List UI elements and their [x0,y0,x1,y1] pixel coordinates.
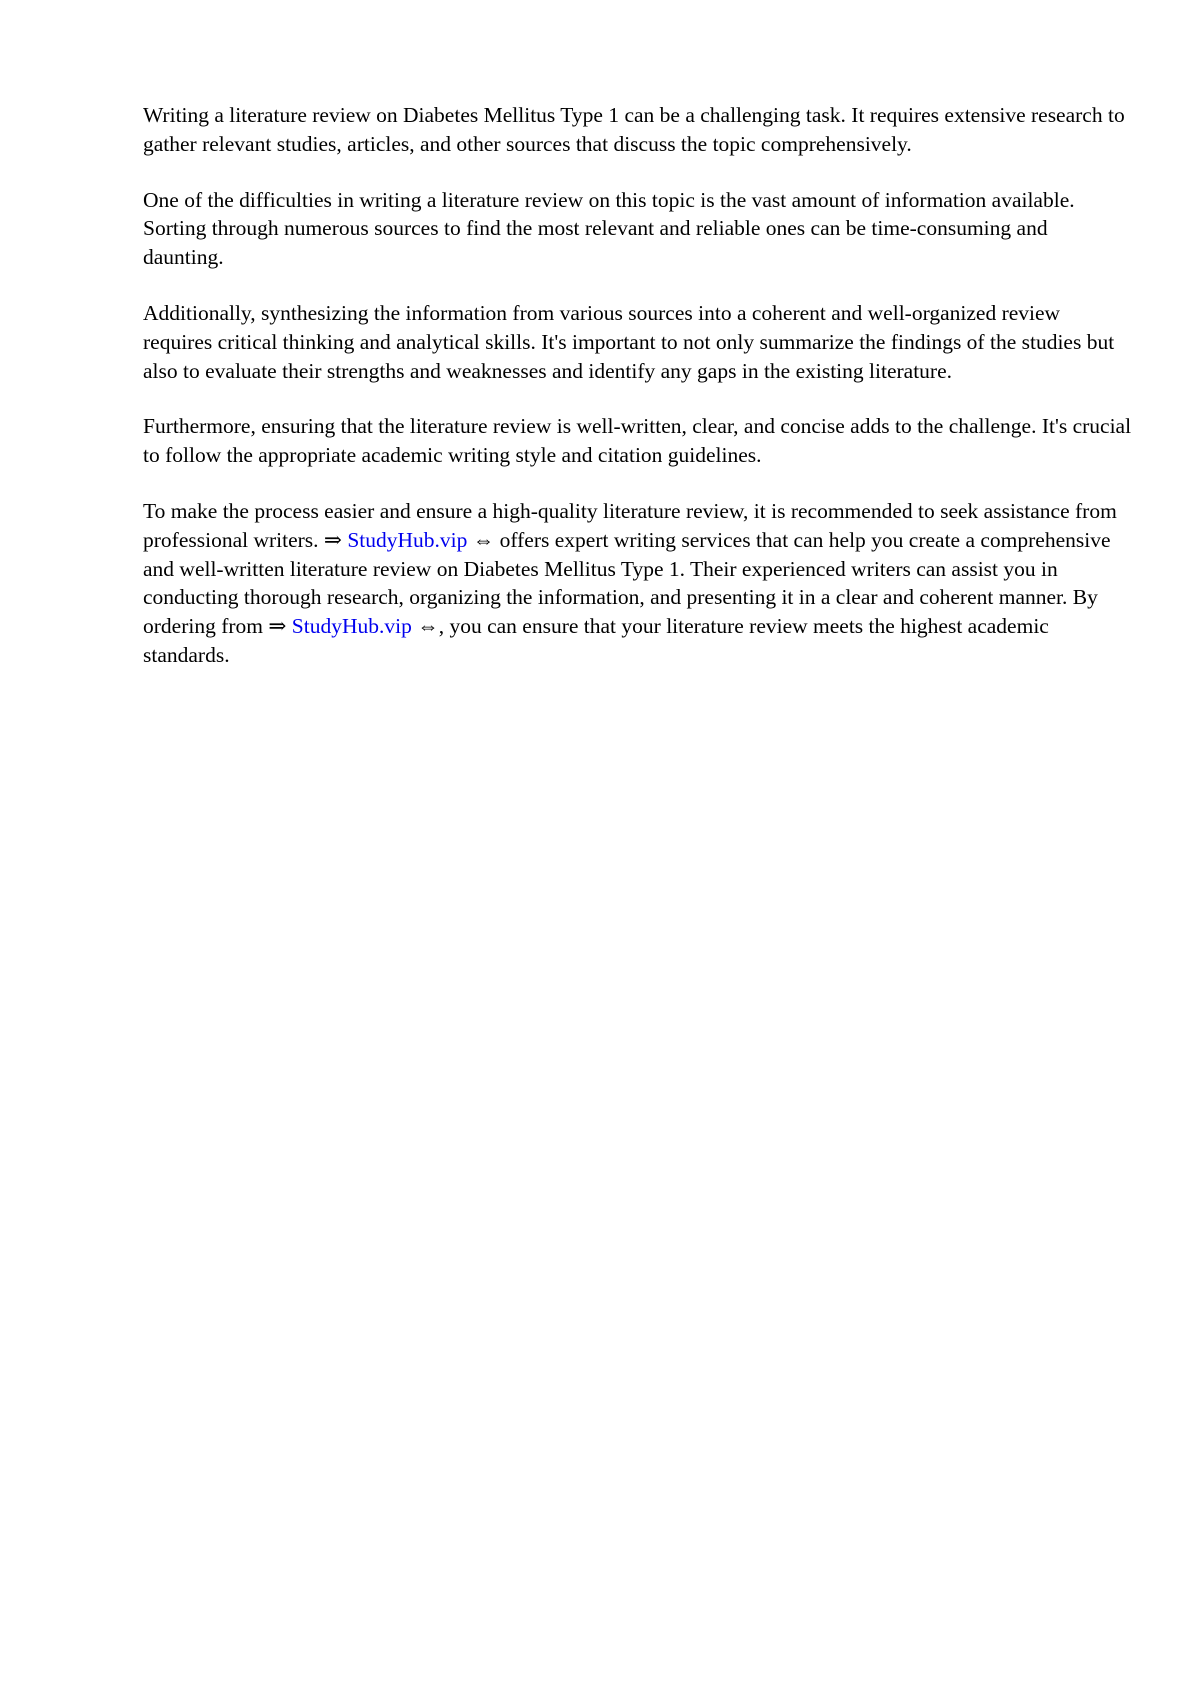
paragraph-difficulties: One of the difficulties in writing a literature review on this topic is the vast amount of information available. Sorting through numerous sources to find the most relevant and reliable ones can be time-consuming and daunting. [143,187,1075,270]
paragraph-recommendation [143,497,1133,670]
document-body [143,101,1133,697]
recommendation-text-3: ⇔, you can ensure that your literature review meets the highest academic standards. [143,614,1049,667]
paragraph-writing-style: Furthermore, ensuring that the literature review is well-written, clear, and concise adds to the challenge. It's crucial to follow the appropriate academic writing style and citation guidelines. [143,414,1132,468]
studyhub-link-1[interactable]: StudyHub.vip [347,527,468,552]
recommendation-text-1: To make the process easier and ensure a high-quality literature review, it is recommended to seek assistance from professional writers. ⇒ [143,498,1117,552]
paragraph-synthesis: Additionally, synthesizing the information from various sources into a coherent and well-organized review requires critical thinking and analytical skills. It's important to not only summarize the findings of the studies but also to evaluate their strengths and weaknesses and identify any gaps in the existing literature. [143,300,1115,383]
paragraph-intro: Writing a literature review on Diabetes Mellitus Type 1 can be a challenging task. It requires extensive research to gather relevant studies, articles, and other sources that discuss the topic comprehensively. [143,103,1125,156]
studyhub-link-2[interactable]: StudyHub.vip [291,614,412,639]
recommendation-text-2: ⇔ offers expert writing services that can help you create a comprehensive and well-written literature review on Diabetes Mellitus Type 1. Their experienced writers can assist you in conducting thorough research, organizing the information, and presenting it in a clear and coherent manner. By ordering from ⇒ [143,527,1111,639]
